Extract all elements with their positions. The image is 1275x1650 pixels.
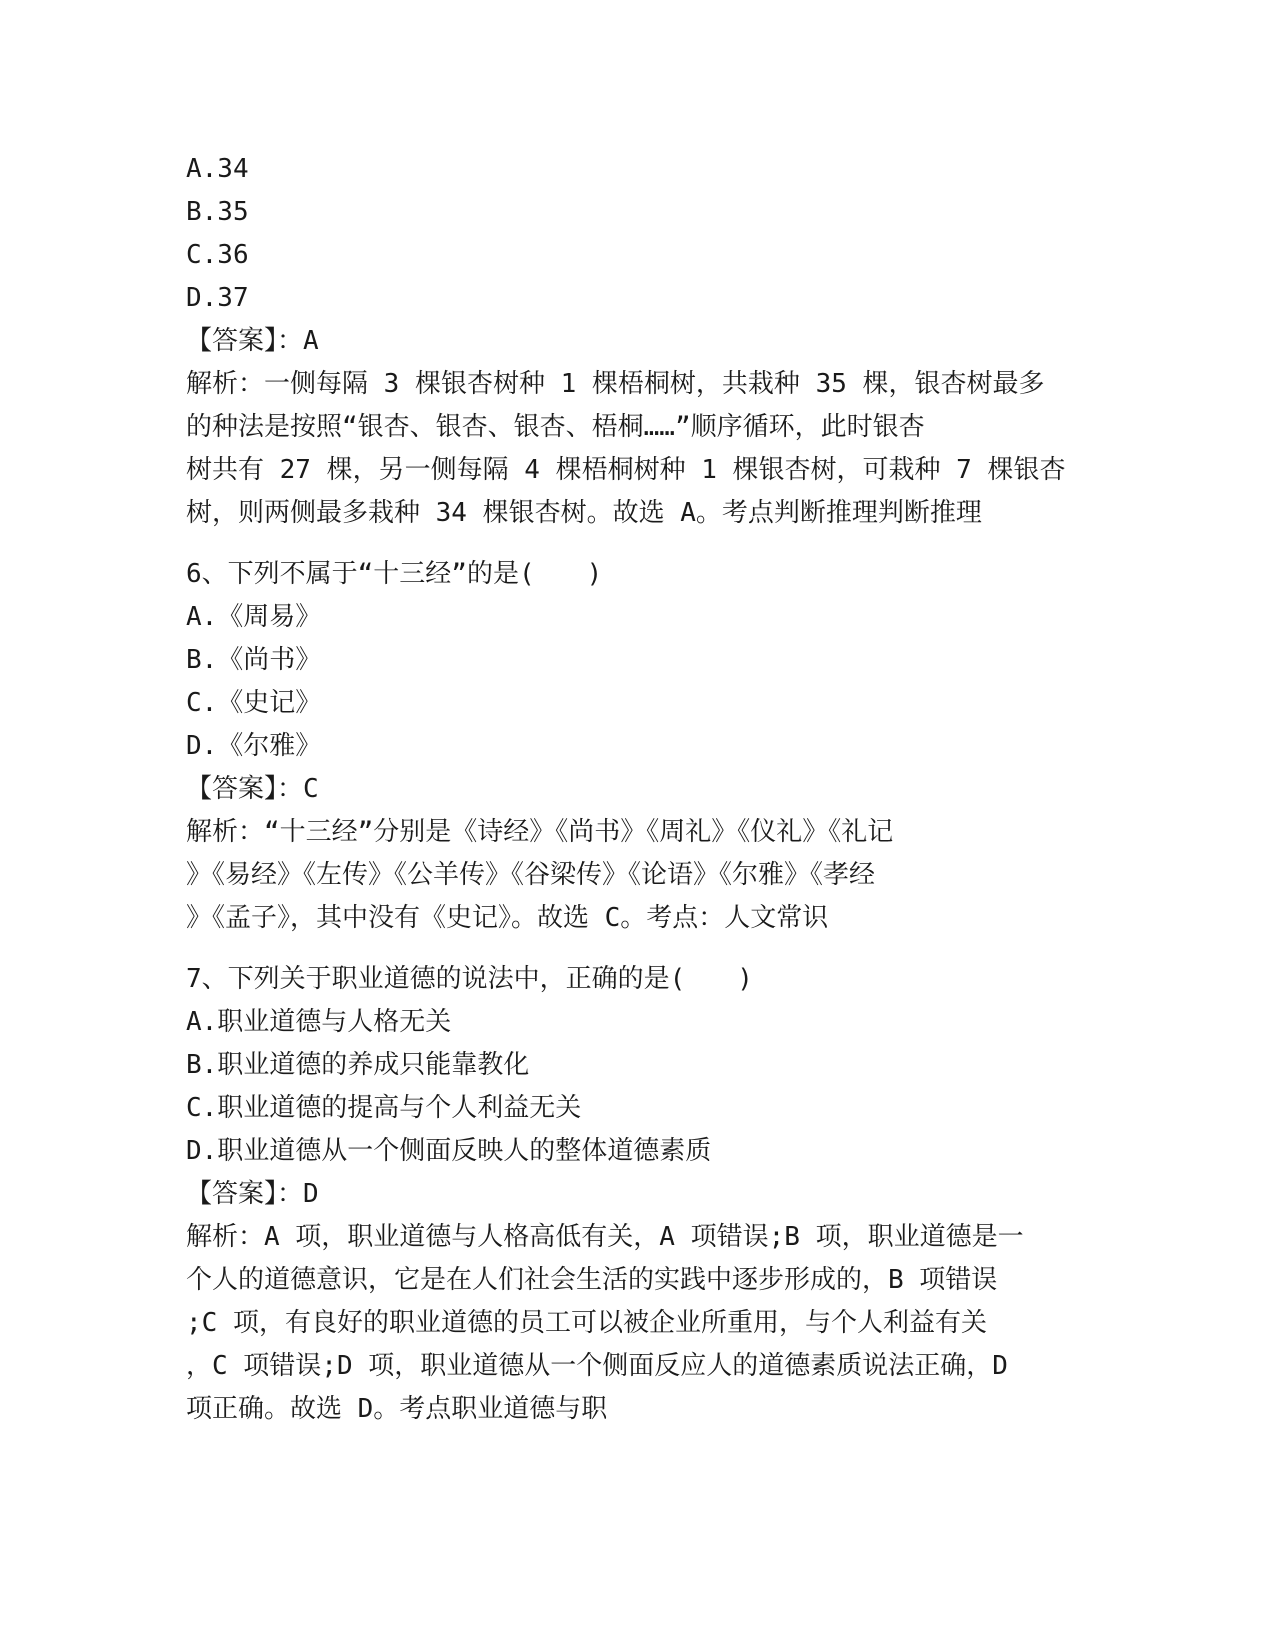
q6-answer: 【答案】：C xyxy=(186,774,319,804)
q7-option-a: A.职业道德与人格无关 xyxy=(186,1007,452,1037)
q7-answer: 【答案】：D xyxy=(186,1179,319,1209)
q5-answer: 【答案】：A xyxy=(186,326,319,356)
q7-question: 7、下列关于职业道德的说法中，正确的是( ) xyxy=(186,964,753,994)
q7-option-d: D.职业道德从一个侧面反映人的整体道德素质 xyxy=(186,1136,712,1166)
q7-explanation-line-1: 解析：A 项，职业道德与人格高低有关，A 项错误;B 项，职业道德是一 xyxy=(186,1222,1024,1252)
q6-explanation-line-3: 》《孟子》，其中没有《史记》。故选 C。考点：人文常识 xyxy=(186,903,829,933)
q7-explanation-line-3: ;C 项，有良好的职业道德的员工可以被企业所重用，与个人利益有关 xyxy=(186,1308,987,1338)
q6-explanation-line-1: 解析：“十三经”分别是《诗经》《尚书》《周礼》《仪礼》《礼记 xyxy=(186,817,894,847)
q6-option-d: D.《尔雅》 xyxy=(186,731,322,761)
q5-option-d: D.37 xyxy=(186,283,249,313)
q5-option-b: B.35 xyxy=(186,197,249,227)
question-6-block xyxy=(186,553,1086,940)
q5-explanation-line-2: 的种法是按照“银杏、银杏、银杏、梧桐……”顺序循环，此时银杏 xyxy=(186,412,925,442)
q5-explanation-line-1: 解析：一侧每隔 3 棵银杏树种 1 棵梧桐树，共栽种 35 棵，银杏树最多 xyxy=(186,369,1045,399)
q7-explanation-line-2: 个人的道德意识，它是在人们社会生活的实践中逐步形成的，B 项错误 xyxy=(186,1265,998,1295)
section-gap xyxy=(186,940,1086,958)
q5-option-a: A.34 xyxy=(186,154,249,184)
q6-option-a: A.《周易》 xyxy=(186,602,322,632)
q7-option-b: B.职业道德的养成只能靠教化 xyxy=(186,1050,530,1080)
q6-question: 6、下列不属于“十三经”的是( ) xyxy=(186,559,603,589)
question-7-block xyxy=(186,958,1086,1431)
q7-explanation-line-5: 项正确。故选 D。考点职业道德与职 xyxy=(186,1394,608,1424)
document-page xyxy=(186,148,1086,1431)
section-gap xyxy=(186,535,1086,553)
q5-explanation-line-3: 树共有 27 棵，另一侧每隔 4 棵梧桐树种 1 棵银杏树，可栽种 7 棵银杏 xyxy=(186,455,1066,485)
q5-option-c: C.36 xyxy=(186,240,249,270)
q5-explanation-line-4: 树，则两侧最多栽种 34 棵银杏树。故选 A。考点判断推理判断推理 xyxy=(186,498,982,528)
q6-option-c: C.《史记》 xyxy=(186,688,322,718)
q7-option-c: C.职业道德的提高与个人利益无关 xyxy=(186,1093,582,1123)
q6-option-b: B.《尚书》 xyxy=(186,645,322,675)
q7-explanation-line-4: ，C 项错误;D 项，职业道德从一个侧面反应人的道德素质说法正确，D xyxy=(186,1351,1008,1381)
q6-explanation-line-2: 》《易经》《左传》《公羊传》《谷梁传》《论语》《尔雅》《孝经 xyxy=(186,860,876,890)
question-5-block xyxy=(186,148,1086,535)
